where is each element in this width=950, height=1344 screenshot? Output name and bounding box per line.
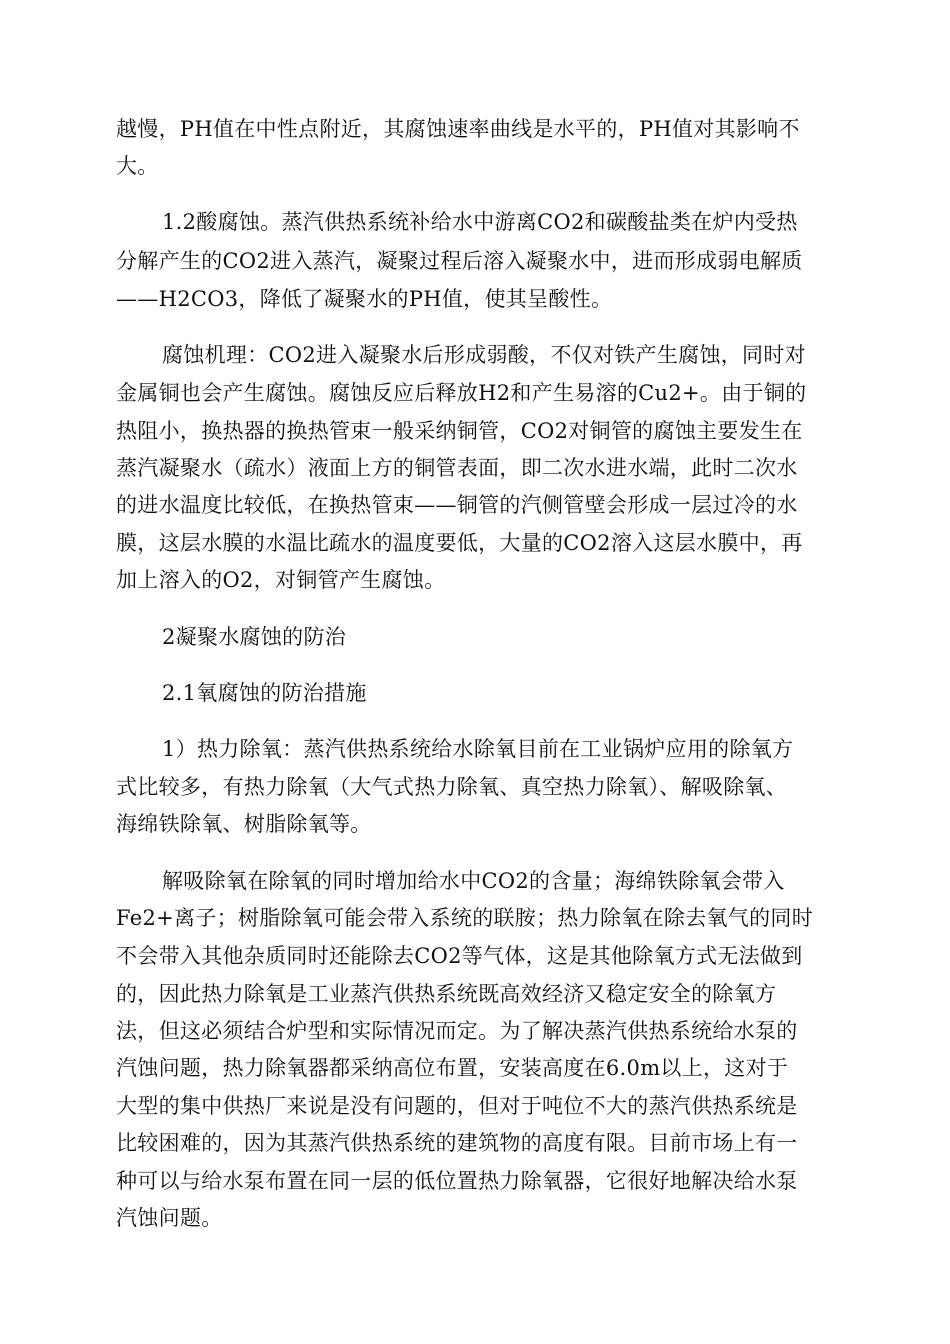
text-line: 金属铜也会产生腐蚀。腐蚀反应后释放H2和产生易溶的Cu2+。由于铜的 — [116, 381, 807, 405]
text-line: 1.2酸腐蚀。蒸汽供热系统补给水中游离CO2和碳酸盐类在炉内受热 — [162, 210, 798, 234]
text-line: Fe2+离子；树脂除氧可能会带入系统的联胺；热力除氧在除去氧气的同时 — [116, 906, 814, 930]
text-line: 蒸汽凝聚水（疏水）液面上方的铜管表面，即二次水进水端，此时二次水 — [116, 456, 798, 480]
text-line: 膜，这层水膜的水温比疏水的温度要低，大量的CO2溶入这层水膜中，再 — [116, 531, 803, 555]
text-line: 1）热力除氧：蒸汽供热系统给水除氧目前在工业锅炉应用的除氧方 — [162, 737, 794, 761]
text-line: ——H2CO3，降低了凝聚水的PH值，使其呈酸性。 — [116, 287, 613, 311]
text-line: 的，因此热力除氧是工业蒸汽供热系统既高效经济又稳定安全的除氧方 — [116, 982, 777, 1006]
section-heading: 2凝聚水腐蚀的防治 — [162, 625, 347, 649]
text-line: 腐蚀机理：CO2进入凝聚水后形成弱酸，不仅对铁产生腐蚀，同时对 — [162, 343, 806, 367]
text-line: 大型的集中供热厂来说是没有问题的，但对于吨位不大的蒸汽供热系统是 — [116, 1094, 798, 1118]
text-line: 种可以与给水泵布置在同一层的低位置热力除氧器，它很好地解决给水泵 — [116, 1169, 798, 1193]
text-line: 汽蚀问题，热力除氧器都采纳高位布置，安装高度在6.0m以上，这对于 — [116, 1056, 789, 1080]
text-line: 比较困难的，因为其蒸汽供热系统的建筑物的高度有限。目前市场上有一 — [116, 1131, 798, 1155]
text-line: 式比较多，有热力除氧（大气式热力除氧、真空热力除氧）、解吸除氧、 — [116, 775, 788, 799]
text-line: 加上溶入的O2，对铜管产生腐蚀。 — [116, 568, 446, 592]
subsection-heading: 2.1氧腐蚀的防治措施 — [162, 681, 367, 705]
text-line: 热阻小，换热器的换热管束一般采纳铜管，CO2对铜管的腐蚀主要发生在 — [116, 419, 803, 443]
text-line: 海绵铁除氧、树脂除氧等。 — [116, 812, 372, 836]
text-line: 越慢，PH值在中性点附近，其腐蚀速率曲线是水平的，PH值对其影响不 — [116, 117, 800, 141]
text-line: 法，但这必须结合炉型和实际情况而定。为了解决蒸汽供热系统给水泵的 — [116, 1019, 798, 1043]
text-line: 不会带入其他杂质同时还能除去CO2等气体，这是其他除氧方式无法做到 — [116, 944, 803, 968]
text-line: 解吸除氧在除氧的同时增加给水中CO2的含量；海绵铁除氧会带入 — [162, 869, 785, 893]
text-line: 的进水温度比较低，在换热管束——铜管的汽侧管壁会形成一层过冷的水 — [116, 493, 798, 517]
text-line: 汽蚀问题。 — [116, 1206, 223, 1230]
text-line: 分解产生的CO2进入蒸汽，凝聚过程后溶入凝聚水中，进而形成弱电解质 — [116, 249, 803, 273]
text-line: 大。 — [116, 154, 159, 178]
